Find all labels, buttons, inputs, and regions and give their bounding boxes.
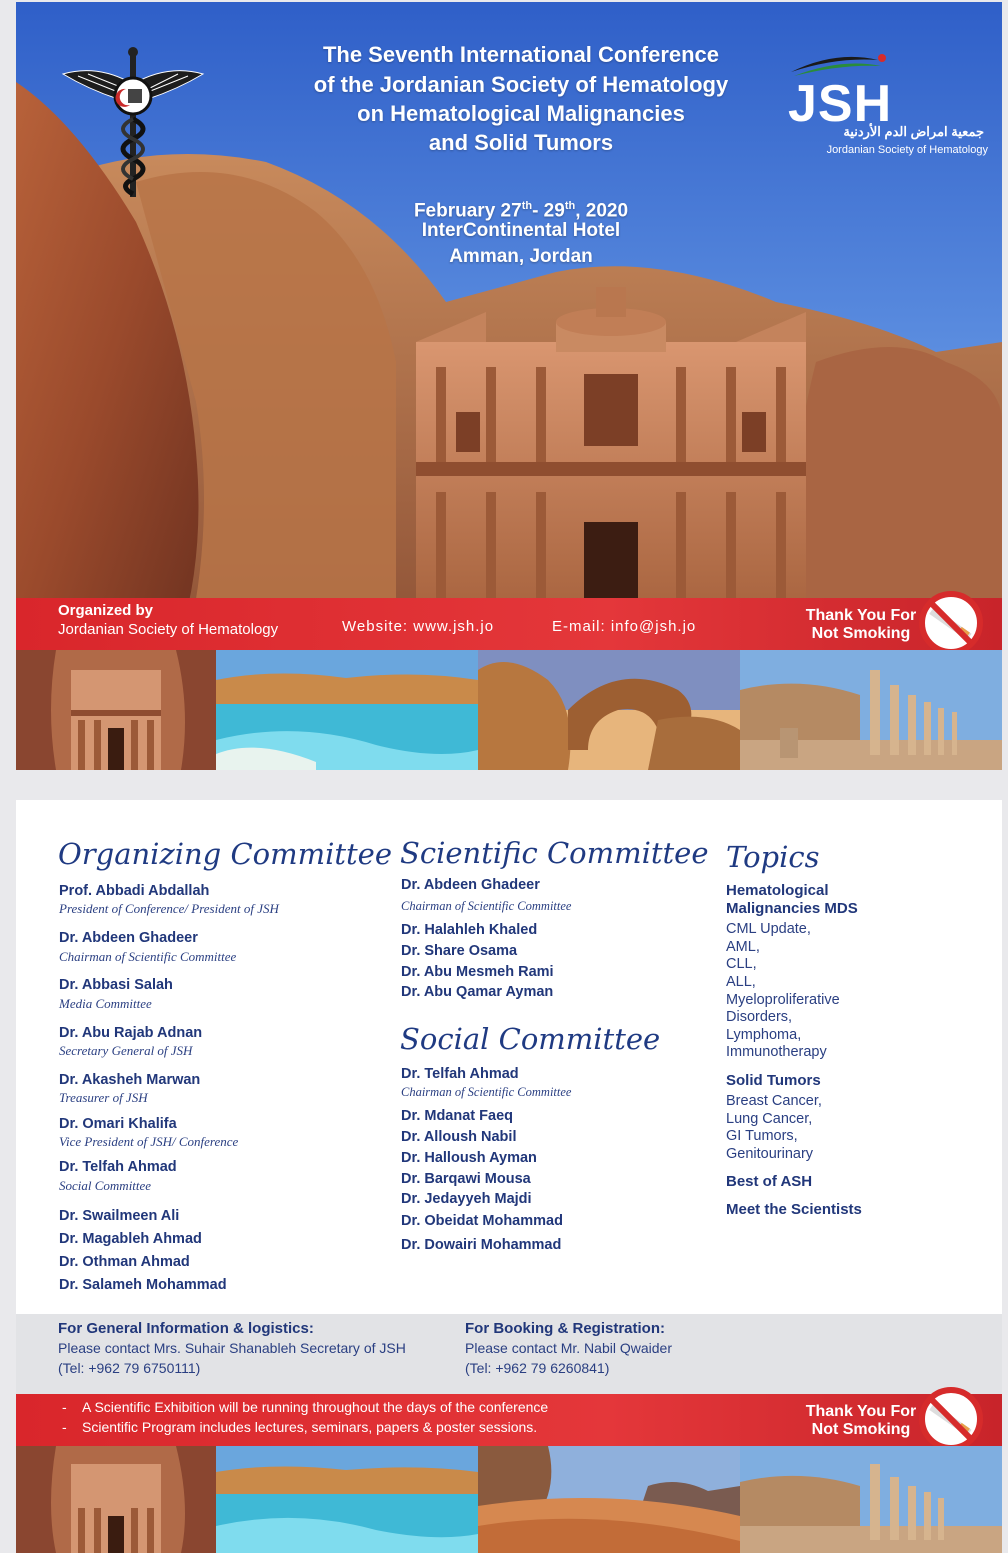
conference-venue: InterContinental Hotel (421, 220, 621, 241)
topic-heading-solid-tumors: Solid Tumors (726, 1072, 821, 1089)
program-note: Scientific Program includes lectures, seminars, papers & poster sessions. (82, 1419, 538, 1435)
note-bullet-icon: - (62, 1399, 67, 1415)
topic-item: AML, (726, 939, 760, 955)
bottom-info-band (16, 1394, 1002, 1446)
organizing-member-name: Dr. Akasheh Marwan (59, 1072, 201, 1088)
organizing-member-role: Vice President of JSH/ Conference (59, 1134, 239, 1149)
jsh-logo-letters: JSH (788, 75, 893, 133)
jsh-logo-english: Jordanian Society of Hematology (826, 144, 988, 156)
topic-heading-malignancies: Malignancies MDS (726, 900, 858, 917)
organizing-member-role: Media Committee (59, 996, 152, 1011)
dead-sea-photo (216, 650, 478, 770)
booking-phone[interactable]: (Tel: +962 79 6260841) (465, 1360, 610, 1376)
wadi-rum-arch-photo (478, 650, 740, 770)
jsh-logo (786, 42, 986, 167)
conference-flyer-front (16, 2, 1002, 770)
topic-heading-meet-scientists: Meet the Scientists (726, 1201, 862, 1218)
organizing-member-name: Dr. Abu Rajab Adnan (59, 1025, 203, 1041)
scientific-chair-name: Dr. Abdeen Ghadeer (401, 877, 540, 893)
contact-info-bar (16, 1314, 1002, 1394)
top-info-band (16, 598, 1002, 650)
organizing-member-name: Dr. Omari Khalifa (59, 1116, 177, 1132)
jerash-columns-photo (740, 650, 1002, 770)
organizing-member-role: Social Committee (59, 1178, 152, 1193)
organizer-name: Jordanian Society of Hematology (58, 621, 279, 638)
organizing-member-name: Dr. Abbasi Salah (59, 977, 173, 993)
scientific-member-name: Dr. Abu Mesmeh Rami (401, 964, 554, 980)
thanks-line-1: Thank You For (805, 1403, 917, 1420)
treasury-photo (16, 650, 216, 770)
thanks-line-2: Not Smoking (811, 625, 911, 642)
thanks-line-1: Thank You For (805, 607, 917, 624)
topic-item: GI Tumors, (726, 1128, 798, 1144)
dead-sea-photo (216, 1446, 478, 1553)
booking-contact: Please contact Mr. Nabil Qwaider (465, 1340, 672, 1356)
social-member-name: Dr. Dowairi Mohammad (401, 1237, 562, 1253)
topic-item: Genitourinary (726, 1146, 814, 1162)
thanks-line-2: Not Smoking (811, 1421, 911, 1438)
jerash-columns-photo (740, 1446, 1002, 1553)
topic-item: Breast Cancer, (726, 1093, 822, 1109)
organizing-member-name: Dr. Telfah Ahmad (59, 1159, 177, 1175)
organizing-member-role: President of Conference/ President of JSH (59, 901, 279, 916)
social-chair-name: Dr. Telfah Ahmad (401, 1066, 519, 1082)
organizing-member-name: Dr. Magableh Ahmad (59, 1231, 202, 1247)
social-member-name: Dr. Barqawi Mousa (401, 1171, 531, 1187)
social-committee-heading: Social Committee (400, 1022, 661, 1056)
organizing-member-name: Prof. Abbadi Abdallah (59, 883, 210, 899)
organizing-member-name: Dr. Abdeen Ghadeer (59, 930, 198, 946)
topic-heading-hematological: Hematological (726, 882, 829, 899)
organizing-member-name: Dr. Salameh Mohammad (59, 1277, 227, 1293)
conference-title-line-2: of the Jordanian Society of Hematology (313, 72, 729, 97)
social-member-name: Dr. Mdanat Faeq (401, 1108, 513, 1124)
topic-item: CLL, (726, 956, 757, 972)
organizing-member-role: Treasurer of JSH (59, 1090, 148, 1105)
social-member-name: Dr. Halloush Ayman (401, 1150, 537, 1166)
scientific-member-name: Dr. Share Osama (401, 943, 518, 959)
social-chair-role: Chairman of Scientific Committee (401, 1085, 572, 1099)
conference-title-line-4: and Solid Tumors (428, 130, 614, 155)
scientific-member-name: Dr. Halahleh Khaled (401, 922, 538, 938)
treasury-photo (16, 1446, 216, 1553)
general-info-phone[interactable]: (Tel: +962 79 6750111) (58, 1360, 201, 1376)
organizing-member-role: Chairman of Scientific Committee (59, 949, 237, 964)
topic-item: Immunotherapy (726, 1044, 827, 1060)
website-link[interactable]: Website: www.jsh.jo (342, 618, 495, 635)
topics-heading: Topics (726, 840, 820, 874)
organizing-member-name: Dr. Othman Ahmad (59, 1254, 190, 1270)
topic-heading-best-of-ash: Best of ASH (726, 1173, 813, 1190)
conference-dates: February 27th- 29th, 2020 (413, 200, 629, 222)
conference-flyer-back (16, 800, 1002, 1553)
topic-item: CML Update, (726, 921, 811, 937)
social-member-name: Dr. Jedayyeh Majdi (401, 1191, 532, 1207)
organized-by-label: Organized by (58, 602, 154, 619)
topic-item: Myeloproliferative (726, 992, 840, 1008)
scientific-member-name: Dr. Abu Qamar Ayman (401, 984, 554, 1000)
email-link[interactable]: E-mail: info@jsh.jo (552, 618, 697, 635)
organizing-member-role: Secretary General of JSH (59, 1043, 193, 1058)
social-member-name: Dr. Alloush Nabil (401, 1129, 517, 1145)
conference-title-line-3: on Hematological Malignancies (357, 101, 685, 126)
scientific-chair-role: Chairman of Scientific Committee (401, 899, 572, 913)
organizing-committee-heading: Organizing Committee (58, 837, 393, 871)
organizing-member-name: Dr. Swailmeen Ali (59, 1208, 180, 1224)
exhibition-note: A Scientific Exhibition will be running throughout the days of the conference (82, 1399, 549, 1415)
conference-city: Amman, Jordan (449, 246, 593, 267)
topic-item: Disorders, (726, 1009, 793, 1025)
topic-item: ALL, (726, 974, 756, 990)
jsh-logo-arabic: جمعية امراض الدم الأردنية (843, 124, 984, 139)
scientific-committee-heading: Scientific Committee (400, 836, 709, 870)
topic-item: Lung Cancer, (726, 1111, 813, 1127)
conference-title-line-1: The Seventh International Conference (322, 42, 720, 67)
no-smoking-icon (918, 590, 984, 656)
no-smoking-icon (918, 1386, 984, 1452)
booking-heading: For Booking & Registration: (465, 1320, 665, 1337)
general-info-heading: For General Information & logistics: (58, 1320, 314, 1337)
wadi-rum-desert-photo (478, 1446, 740, 1553)
general-info-contact: Please contact Mrs. Suhair Shanableh Secretary of JSH (58, 1340, 406, 1356)
caduceus-emblem-icon (58, 44, 208, 199)
note-bullet-icon: - (62, 1419, 67, 1435)
social-member-name: Dr. Obeidat Mohammad (401, 1213, 563, 1229)
topic-item: Lymphoma, (726, 1027, 802, 1043)
